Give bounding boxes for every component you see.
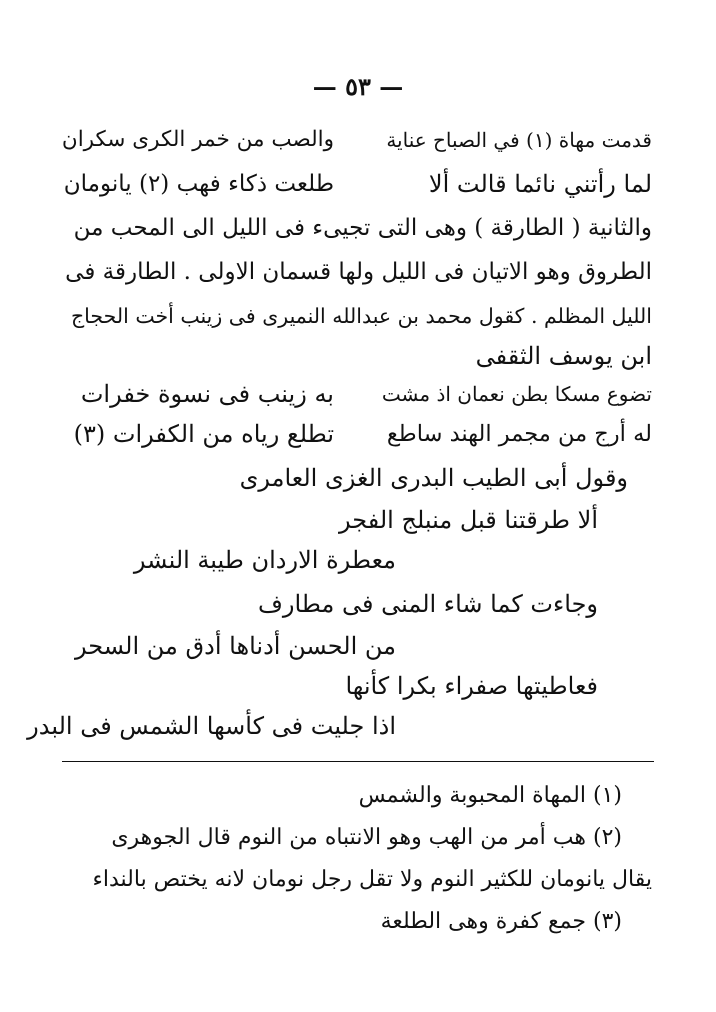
poem-line: اذا جليت فى كأسها الشمس فى البدر xyxy=(27,712,396,740)
prose-line: ابن يوسف الثقفى xyxy=(475,342,652,370)
verse-hemistich: لما رأتني نائما قالت ألا xyxy=(428,170,652,198)
poem-line: ألا طرقتنا قبل منبلج الفجر xyxy=(338,506,598,534)
poem-line: فعاطيتها صفراء بكرا كأنها xyxy=(345,672,598,700)
verse-hemistich: قدمت مهاة (١) في الصباح عناية xyxy=(386,128,652,152)
verse-hemistich: تضوع مسكا بطن نعمان اذ مشت xyxy=(381,382,652,406)
verse-hemistich: طلعت ذكاء فهب (٢) يانومان xyxy=(63,171,334,197)
footnote-divider xyxy=(62,761,654,762)
verse-hemistich: تطلع رياه من الكفرات (٣) xyxy=(73,420,334,448)
footnote: يقال يانومان للكثير النوم ولا تقل رجل نومان لانه يختص بالنداء xyxy=(92,867,652,892)
poem-intro: وقول أبى الطيب البدرى الغزى العامرى xyxy=(239,464,628,492)
verse-hemistich: والصب من خمر الكرى سكران xyxy=(61,127,334,152)
poem-line: من الحسن أدناها أدق من السحر xyxy=(75,632,396,660)
verse-hemistich: به زينب فى نسوة خفرات xyxy=(80,380,334,408)
poem-line: وجاءت كما شاء المنى فى مطارف xyxy=(258,590,598,618)
prose-line: الليل المظلم . كقول محمد بن عبدالله النميرى فى زينب أخت الحجاج xyxy=(70,304,652,328)
footnote: (٣) جمع كفرة وهى الطلعة xyxy=(380,909,622,934)
poem-line: معطرة الاردان طيبة النشر xyxy=(133,546,396,574)
page-number: — ٥٣ — xyxy=(312,72,404,101)
prose-line: الطروق وهو الاتيان فى الليل ولها قسمان الاولى . الطارقة فى xyxy=(65,259,652,285)
footnote: (١) المهاة المحبوبة والشمس xyxy=(358,783,622,808)
prose-line: والثانية ( الطارقة ) وهى التى تجيىء فى الليل الى المحب من xyxy=(73,215,652,241)
footnote: (٢) هب أمر من الهب وهو الانتباه من النوم قال الجوهرى xyxy=(111,825,622,850)
verse-hemistich: له أرج من مجمر الهند ساطع xyxy=(386,421,652,447)
